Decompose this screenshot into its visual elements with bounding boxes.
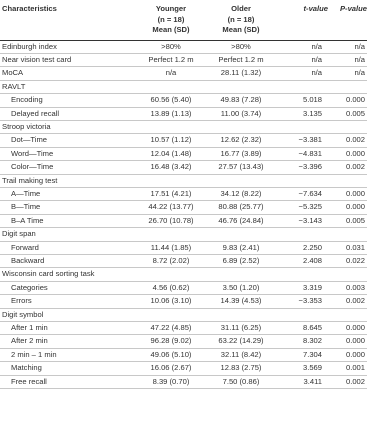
older-value: 6.89 (2.52): [222, 256, 260, 265]
older-value: 31.11 (6.25): [220, 323, 262, 333]
older-value: 63.22 (14.29): [218, 336, 264, 346]
younger-value: 26.70 (10.78): [148, 215, 194, 225]
header-older-stat: Mean (SD): [222, 25, 260, 34]
p-value: 0.000: [345, 95, 365, 105]
row-label: B—Time: [11, 202, 41, 212]
older-value: 7.50 (0.86): [222, 376, 260, 386]
table-row: [0, 375, 367, 388]
header-older-n: (n = 18): [227, 14, 255, 24]
row-label: Forward: [11, 242, 39, 252]
older-value: 12.83 (2.75): [220, 363, 262, 373]
older-value: 9.83 (2.41): [222, 242, 260, 252]
table-row: [0, 40, 367, 53]
table-row: [0, 295, 367, 308]
younger-value: 16.48 (3.42): [150, 162, 192, 172]
younger-value: 47.22 (4.85): [150, 323, 192, 333]
p-value: 0.000: [345, 202, 365, 212]
table-row: [0, 255, 367, 268]
row-label: B–A Time: [11, 215, 44, 225]
t-value: −3.143: [298, 215, 322, 225]
table-row: [0, 214, 367, 227]
younger-value: 11.44 (1.85): [150, 242, 192, 252]
t-value: [276, 120, 328, 133]
header-blank: [0, 15, 136, 26]
table-row: [0, 187, 367, 200]
older-value: 11.00 (3.74): [220, 108, 262, 118]
row-label: Matching: [11, 363, 42, 373]
t-value: 5.018: [302, 95, 322, 105]
t-value: 3.411: [303, 376, 322, 386]
younger-value: 10.57 (1.12): [150, 135, 192, 145]
p-value: 0.003: [345, 282, 365, 292]
t-value: −7.634: [298, 188, 322, 198]
table-row: [0, 80, 367, 93]
t-value: −3.396: [298, 162, 322, 172]
row-label: 2 min – 1 min: [11, 349, 57, 359]
older-value: 46.76 (24.84): [218, 215, 264, 225]
younger-value: 49.06 (5.10): [150, 349, 192, 359]
t-value: n/a: [311, 54, 322, 64]
row-label: Edinburgh index: [2, 41, 57, 51]
table-row: [0, 134, 367, 147]
p-value: 0.000: [345, 323, 365, 333]
row-label: Errors: [11, 296, 32, 306]
t-value: n/a: [311, 68, 322, 78]
row-label: Dot—Time: [11, 135, 48, 145]
p-value: [328, 228, 367, 241]
younger-value: 8.72 (2.02): [152, 256, 190, 265]
table-row: [0, 201, 367, 214]
younger-value: 44.22 (13.77): [148, 202, 194, 212]
table-row: [0, 147, 367, 160]
p-value: n/a: [354, 54, 365, 64]
t-value: n/a: [311, 41, 322, 51]
t-value: [276, 80, 328, 93]
t-value: 3.319: [302, 282, 322, 292]
younger-value: 10.06 (3.10): [150, 296, 192, 306]
younger-value: 4.56 (0.62): [152, 282, 190, 292]
p-value: 0.002: [345, 162, 365, 172]
header-p-value: P-value: [339, 4, 367, 13]
younger-value: 13.89 (1.13): [150, 108, 192, 118]
table-row: [0, 94, 367, 107]
table-header: [0, 0, 367, 40]
row-label: After 2 min: [11, 336, 48, 346]
younger-value: [136, 308, 206, 321]
older-value: 27.57 (13.43): [218, 162, 264, 172]
younger-value: [136, 268, 206, 281]
table-row: [0, 241, 367, 254]
table-row: [0, 228, 367, 241]
younger-value: Perfect 1.2 m: [148, 54, 194, 64]
header-blank: [328, 15, 367, 26]
table-row: [0, 362, 367, 375]
older-value: >80%: [231, 41, 251, 51]
header-younger-stat: Mean (SD): [152, 25, 190, 34]
p-value: 0.005: [345, 108, 365, 118]
header-blank: [0, 25, 136, 40]
row-label: MoCA: [2, 68, 24, 78]
row-label: Delayed recall: [11, 108, 60, 118]
older-value: 14.39 (4.53): [220, 296, 262, 306]
p-value: n/a: [354, 41, 365, 51]
p-value: 0.002: [345, 376, 365, 386]
table-row: [0, 174, 367, 187]
p-value: [328, 120, 367, 133]
row-label: A—Time: [11, 188, 41, 198]
header-younger: Younger: [155, 4, 187, 13]
table-row: [0, 53, 367, 66]
t-value: [276, 228, 328, 241]
row-label: Backward: [11, 256, 45, 265]
table-row: [0, 335, 367, 348]
row-label: Trail making test: [2, 175, 58, 185]
t-value: 3.569: [302, 363, 322, 373]
header-blank: [276, 15, 328, 26]
p-value: 0.000: [345, 148, 365, 158]
table-row: [0, 161, 367, 174]
t-value: −4.831: [298, 148, 322, 158]
row-label: Free recall: [11, 376, 47, 386]
t-value: −5.325: [298, 202, 322, 212]
t-value: 2.250: [302, 242, 322, 252]
p-value: 0.000: [345, 188, 365, 198]
row-label: Near vision test card: [2, 54, 72, 64]
younger-value: 16.06 (2.67): [150, 363, 192, 373]
row-label: Word—Time: [11, 148, 54, 158]
row-label: After 1 min: [11, 323, 48, 333]
older-value: 12.62 (2.32): [220, 135, 262, 145]
p-value: [328, 308, 367, 321]
header-characteristics: Characteristics: [2, 4, 57, 13]
p-value: 0.022: [345, 256, 365, 265]
row-label: Encoding: [11, 95, 43, 105]
row-label: Digit symbol: [2, 309, 44, 319]
p-value: 0.000: [345, 349, 365, 359]
younger-value: [136, 120, 206, 133]
t-value: [276, 174, 328, 187]
older-value: [206, 174, 276, 187]
p-value: [328, 174, 367, 187]
t-value: −3.353: [298, 296, 322, 306]
p-value: [328, 268, 367, 281]
row-label: Color—Time: [11, 162, 54, 172]
table-row: [0, 348, 367, 361]
p-value: 0.002: [345, 296, 365, 306]
older-value: [206, 120, 276, 133]
p-value: n/a: [354, 68, 365, 78]
younger-value: 8.39 (0.70): [152, 376, 190, 386]
older-value: Perfect 1.2 m: [218, 54, 264, 64]
table-row: [0, 268, 367, 281]
older-value: 34.12 (8.22): [220, 188, 262, 198]
t-value: 8.645: [302, 323, 322, 333]
younger-value: [136, 174, 206, 187]
header-t-value: t-value: [303, 4, 328, 13]
younger-value: >80%: [161, 41, 181, 51]
table-row: [0, 281, 367, 294]
younger-value: 60.56 (5.40): [150, 95, 192, 105]
older-value: 16.77 (3.89): [220, 148, 262, 158]
table-row: [0, 67, 367, 80]
header-blank: [328, 25, 367, 40]
t-value: [276, 308, 328, 321]
older-value: 49.83 (7.28): [220, 95, 262, 105]
header-younger-n: (n = 18): [157, 14, 185, 24]
older-value: 28.11 (1.32): [220, 68, 262, 78]
younger-value: 17.51 (4.21): [150, 188, 192, 198]
older-value: [206, 228, 276, 241]
table-row: [0, 120, 367, 133]
row-label: Digit span: [2, 229, 36, 239]
younger-value: [136, 80, 206, 93]
t-value: [276, 268, 328, 281]
table-row: [0, 308, 367, 321]
row-label: Stroop victoria: [2, 121, 51, 131]
t-value: −3.381: [298, 135, 322, 145]
younger-value: 96.28 (9.02): [150, 336, 192, 346]
younger-value: 12.04 (1.48): [150, 148, 192, 158]
t-value: 8.302: [302, 336, 322, 346]
older-value: [206, 308, 276, 321]
older-value: [206, 80, 276, 93]
table-row: [0, 107, 367, 120]
older-value: 32.11 (8.42): [220, 349, 262, 359]
p-value: 0.001: [345, 363, 365, 373]
older-value: 3.50 (1.20): [222, 282, 260, 292]
older-value: [206, 268, 276, 281]
p-value: [328, 80, 367, 93]
p-value: 0.002: [345, 135, 365, 145]
t-value: 2.408: [302, 256, 322, 265]
table-row: [0, 322, 367, 335]
header-older: Older: [231, 4, 251, 13]
p-value: 0.031: [345, 242, 365, 252]
older-value: 80.88 (25.77): [218, 202, 264, 212]
row-label: Categories: [11, 282, 48, 292]
p-value: 0.005: [345, 215, 365, 225]
t-value: 7.304: [302, 349, 322, 359]
row-label: Wisconsin card sorting task: [2, 269, 95, 279]
row-label: RAVLT: [2, 81, 26, 91]
table-body: [0, 40, 367, 389]
p-value: 0.000: [345, 336, 365, 346]
header-blank: [276, 25, 328, 40]
younger-value: n/a: [165, 68, 177, 78]
t-value: 3.135: [302, 108, 322, 118]
younger-value: [136, 228, 206, 241]
